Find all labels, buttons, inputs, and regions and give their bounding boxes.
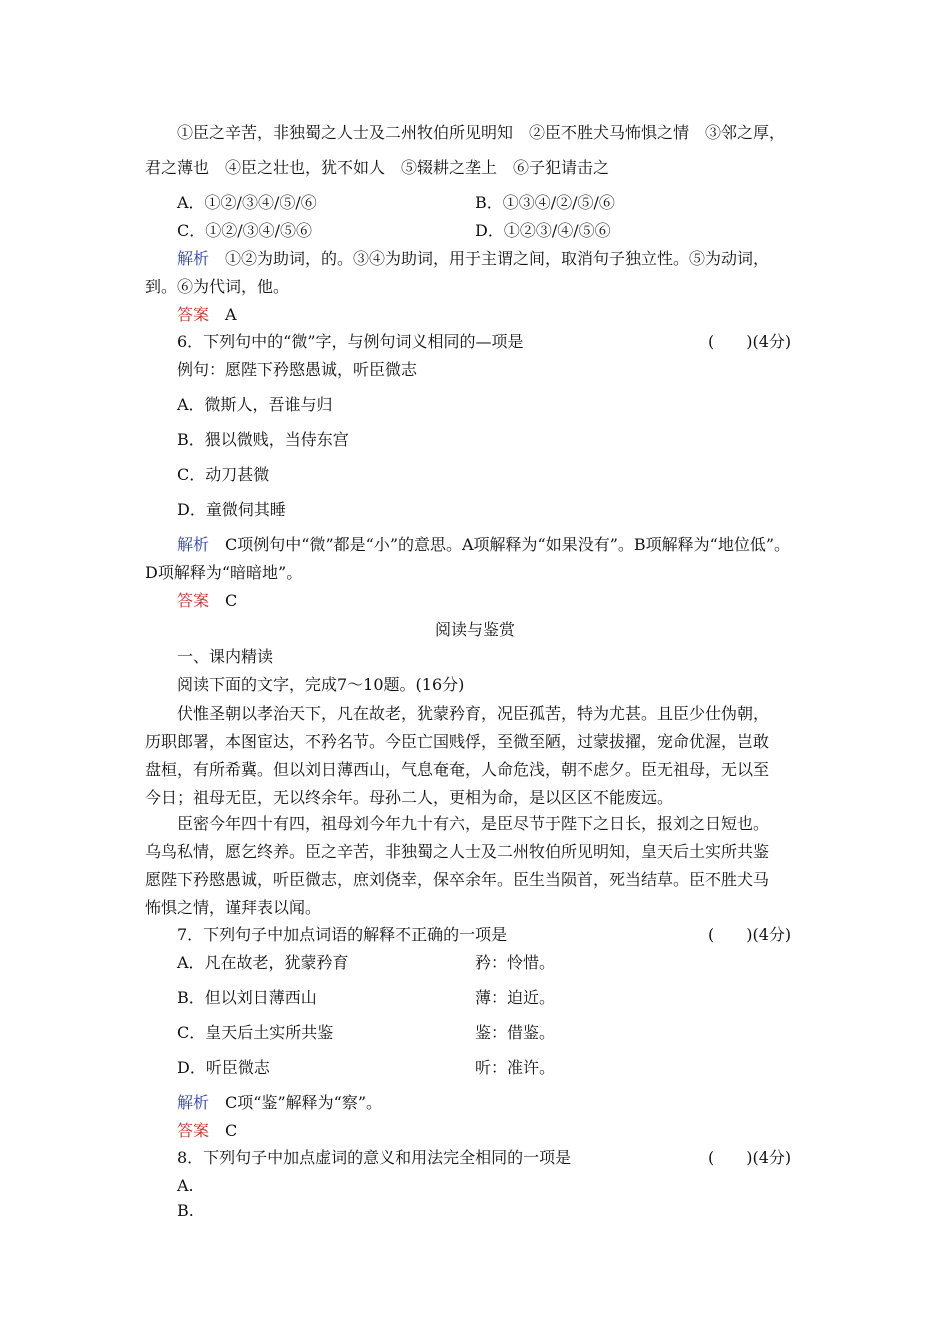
answer-value: C <box>225 1121 238 1140</box>
q5-stem-line-2: 君之薄也 ④臣之壮也，犹不如人 ⑤辍耕之垄上 ⑥子犯请击之 <box>145 158 610 177</box>
q8-score: ( )(4分) <box>708 1148 792 1167</box>
passage-line: 盘桓，有所希冀。但以刘日薄西山，气息奄奄，人命危浅，朝不虑夕。臣无祖母，无以至 <box>145 760 770 779</box>
q6-score: ( )(4分) <box>708 332 792 351</box>
passage-line: 历职郎署，本图宦达，不矜名节。今臣亡国贱俘，至微至陋，过蒙拔擢，宠命优渥，岂敢 <box>145 732 770 751</box>
q6-option-d: D．童微伺其睡 <box>177 500 286 519</box>
passage-line: 今日；祖母无臣，无以终余年。母孙二人，更相为命，是以区区不能废远。 <box>145 788 674 807</box>
section-subtitle: 一、课内精读 <box>177 647 274 666</box>
passage-line: 愿陛下矜愍愚诚，听臣微志，庶刘侥幸，保卒余年。臣生当陨首，死当结草。臣不胜犬马 <box>145 870 770 889</box>
q7-gloss-a: 矜：怜惜。 <box>475 953 556 972</box>
q6-stem: 6．下列句中的“微”字，与例句词义相同的—项是 <box>177 332 524 351</box>
q7-gloss-b: 薄：迫近。 <box>475 988 556 1007</box>
q7-gloss-d: 听：准许。 <box>475 1058 556 1077</box>
answer-value: C <box>225 591 238 610</box>
q6-example: 例句：愿陛下矜愍愚诚，听臣微志 <box>177 360 418 379</box>
q6-option-b: B．猥以微贱，当侍东宫 <box>177 430 349 449</box>
passage-line: 臣密今年四十有四，祖母刘今年九十有六，是臣尽节于陛下之日长，报刘之日短也。 <box>177 814 770 833</box>
section-instruction: 阅读下面的文字，完成7～10题。(16分) <box>177 675 465 694</box>
q6-option-c: C．动刀甚微 <box>177 465 270 484</box>
q7-gloss-c: 鉴：借鉴。 <box>475 1023 556 1042</box>
q7-option-c: C．皇天后土实所共鉴 <box>177 1023 334 1042</box>
q5-option-b: B．①③④/②/⑤/⑥ <box>475 193 615 212</box>
q8-option-b: B. <box>177 1201 194 1220</box>
q5-option-a: A．①②/③④/⑤/⑥ <box>177 193 317 212</box>
q7-option-b: B．但以刘日薄西山 <box>177 988 317 1007</box>
q5-analysis-line-2: 到。⑥为代词，他。 <box>145 277 290 296</box>
q7-answer <box>177 1120 237 1142</box>
q5-option-d: D．①②③/④/⑤⑥ <box>475 221 611 240</box>
answer-label: 答案 <box>177 1121 210 1140</box>
analysis-text: C项“鉴”解释为“察”。 <box>225 1093 382 1112</box>
q7-option-d: D．听臣微志 <box>177 1058 270 1077</box>
q6-answer <box>177 590 237 612</box>
q7-option-a: A．凡在故老，犹蒙矜育 <box>177 953 349 972</box>
section-title: 阅读与鉴赏 <box>434 620 515 639</box>
passage-line: 怖惧之情，谨拜表以闻。 <box>145 898 322 917</box>
q5-option-c: C．①②/③④/⑤⑥ <box>177 221 313 240</box>
q5-stem-line-1: ①臣之辛苦，非独蜀之人士及二州牧伯所见明知 ②臣不胜犬马怖惧之情 ③邻之厚， <box>177 123 786 142</box>
passage-line: 伏惟圣朝以孝治天下，凡在故老，犹蒙矜育，况臣孤苦，特为尤甚。且臣少仕伪朝， <box>177 704 770 723</box>
q7-stem: 7．下列句子中加点词语的解释不正确的一项是 <box>177 925 508 944</box>
passage-line: 乌鸟私情，愿乞终养。臣之辛苦，非独蜀之人士及二州牧伯所见明知，皇天后土实所共鉴 <box>145 842 770 861</box>
q8-option-a: A. <box>177 1176 194 1195</box>
analysis-text: C项例句中“微”都是“小”的意思。A项解释为“如果没有”。B项解释为“地位低”。 <box>225 535 791 554</box>
answer-value: A <box>225 305 237 324</box>
q7-score: ( )(4分) <box>708 925 792 944</box>
answer-label: 答案 <box>177 305 210 324</box>
analysis-label: 解析 <box>177 1093 210 1112</box>
q6-analysis-line-2: D项解释为“暗暗地”。 <box>145 563 303 582</box>
q7-analysis <box>177 1092 382 1114</box>
q5-answer <box>177 304 237 326</box>
analysis-label: 解析 <box>177 535 210 554</box>
answer-label: 答案 <box>177 591 210 610</box>
analysis-text: ①②为助词，的。③④为助词，用于主谓之间，取消句子独立性。⑤为动词， <box>225 249 770 268</box>
q6-option-a: A．微斯人，吾谁与归 <box>177 395 333 414</box>
q6-analysis <box>177 534 790 556</box>
q5-analysis <box>177 248 769 270</box>
q8-stem: 8．下列句子中加点虚词的意义和用法完全相同的一项是 <box>177 1148 572 1167</box>
analysis-label: 解析 <box>177 249 210 268</box>
